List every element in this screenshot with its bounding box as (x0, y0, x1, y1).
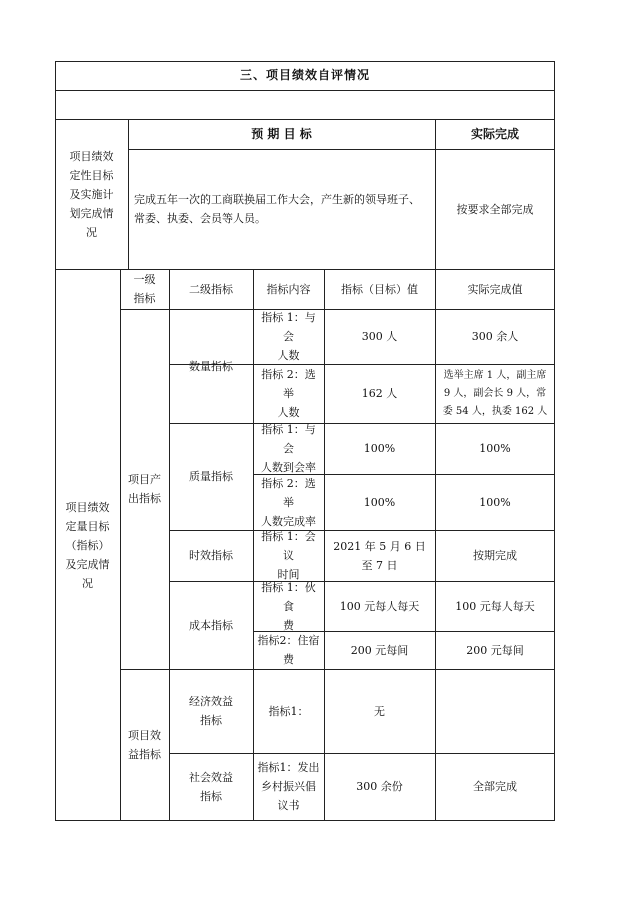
row-target: 300 余份 (356, 780, 403, 793)
quantity-indicator-label: 数量指标 (189, 359, 233, 373)
row-content: 指标 1：会议 时间 (261, 530, 316, 581)
header-actual: 实际完成值 (467, 282, 523, 296)
header-content: 指标内容 (266, 282, 311, 296)
row-actual: 200 元每间 (466, 643, 524, 657)
row-actual: 按期完成 (473, 549, 517, 562)
row-target: 100% (363, 442, 396, 455)
time-indicator-label: 时效指标 (189, 549, 233, 562)
quality-indicator-label: 质量指标 (189, 470, 233, 483)
goal-text: 完成五年一次的工商联换届工作大会，产生新的领导班子、常委、执委、会员等人员。 (134, 193, 420, 225)
row-content: 指标 2：选举 人数完成率 (261, 476, 316, 528)
cost-indicator-label: 成本指标 (189, 618, 233, 632)
header-target: 指标（目标）值 (341, 282, 418, 296)
quantitative-row-label: 项目绩效 定量目标 （指标） 及完成情 况 (65, 500, 110, 590)
row-content: 指标1： (268, 704, 309, 718)
row-actual: 100% (479, 495, 511, 509)
row-content: 指标1：发出 乡村振兴倡 议书 (257, 761, 320, 812)
row-content: 指标 2：选举 人数 (261, 368, 316, 419)
row-actual (435, 669, 555, 753)
row-actual: 选举主席 1 人，副主席 9 人，副会长 9 人，常 委 54 人，执委 162 人 (442, 369, 548, 417)
economic-indicator-label: 经济效益 指标 (189, 695, 233, 727)
output-indicator-label: 项目产 出指标 (128, 473, 161, 505)
header-actual-completion: 实际完成 (470, 126, 519, 141)
section-title: 三、项目绩效自评情况 (239, 68, 370, 82)
header-expected-goal: 预 期 目 标 (251, 126, 312, 141)
header-level2: 二级指标 (189, 282, 233, 296)
row-content: 指标 1：伙食 费 (261, 580, 316, 632)
row-target: 100% (363, 495, 396, 509)
row-actual: 全部完成 (473, 780, 517, 793)
row-content: 指标 1：与会 人数 (261, 311, 316, 362)
rule (55, 90, 555, 91)
row-target: 2021 年 5 月 6 日 至 7 日 (333, 539, 426, 572)
header-level1: 一级 指标 (133, 273, 156, 305)
social-indicator-label: 社会效益 指标 (189, 770, 233, 803)
row-target: 300 人 (361, 330, 398, 343)
benefit-indicator-label: 项目效 益指标 (128, 729, 161, 761)
actual-text: 按要求全部完成 (456, 202, 534, 216)
row-target: 200 元每间 (350, 643, 409, 657)
row-actual: 300 余人 (471, 330, 519, 343)
qualitative-row-label: 项目绩效 定性目标 及实施计 划完成情 况 (69, 149, 114, 239)
row-target: 无 (374, 704, 385, 718)
self-evaluation-table (55, 61, 555, 821)
row-content: 指标2：住宿 费 (257, 634, 320, 666)
row-content: 指标 1：与会 人数到会率 (261, 423, 316, 474)
row-target: 100 元每人每天 (339, 599, 420, 613)
row-actual: 100% (479, 442, 511, 455)
row-target: 162 人 (361, 387, 398, 400)
row-actual: 100 元每人每天 (455, 599, 535, 613)
